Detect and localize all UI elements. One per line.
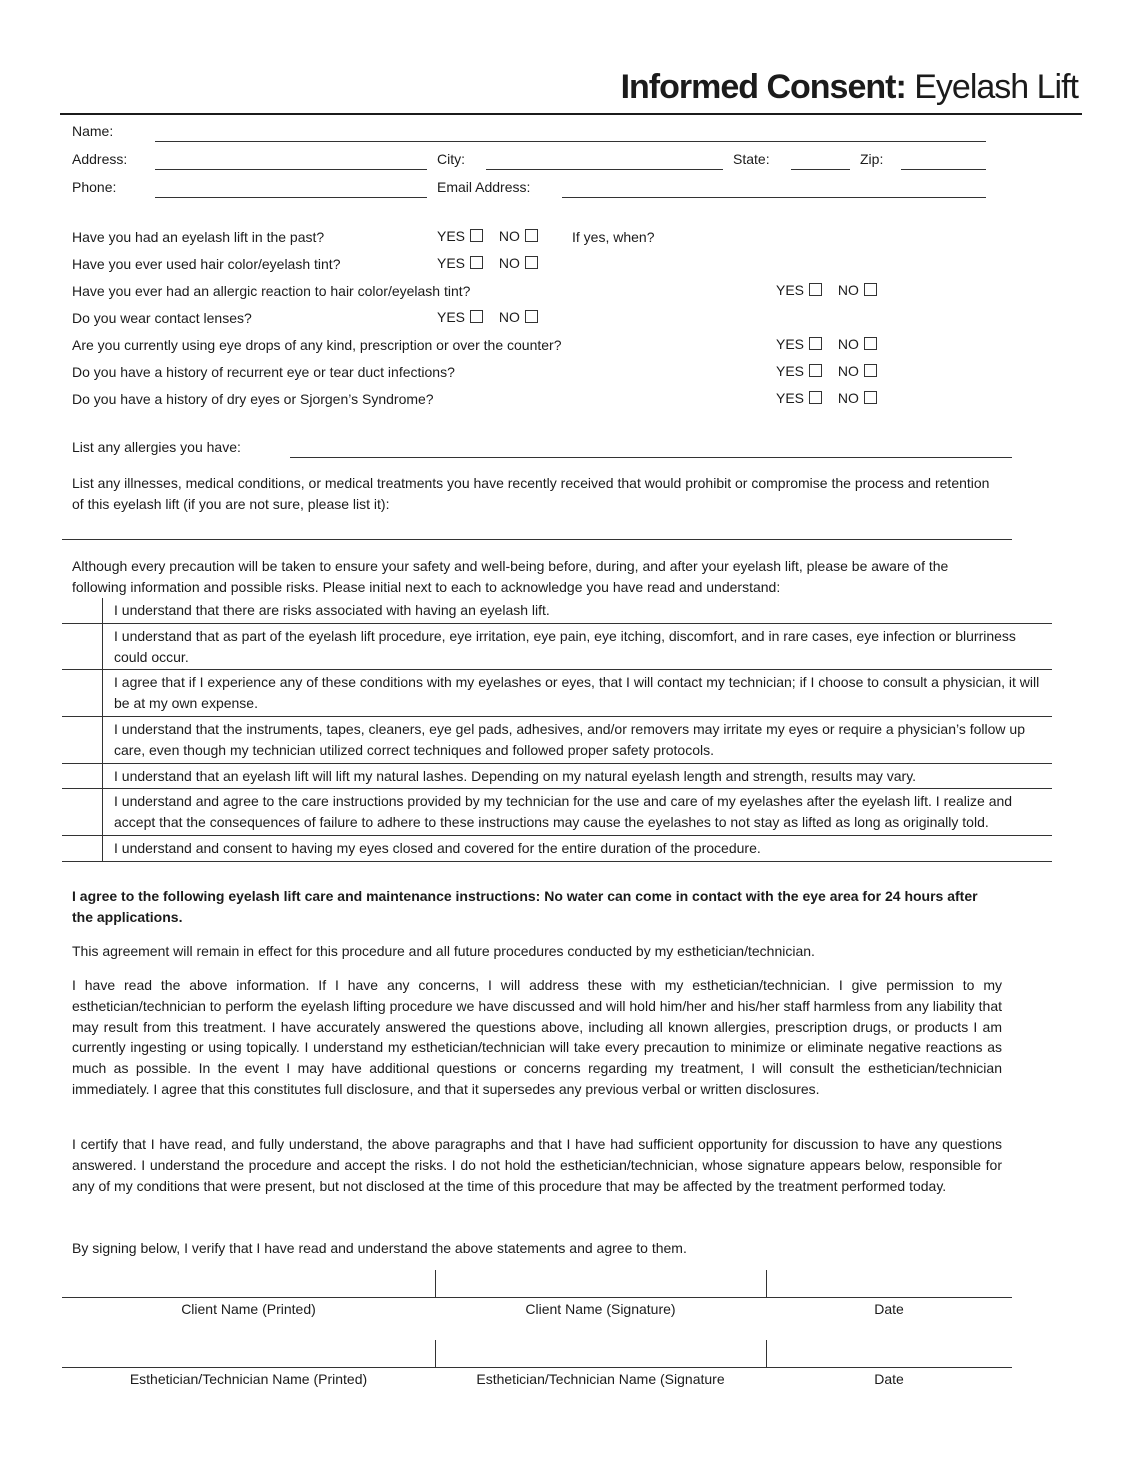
signature-divider [435, 1340, 436, 1368]
question-contact-lenses: Do you wear contact lenses? [72, 310, 252, 326]
address-field[interactable] [155, 169, 427, 170]
question-hair-color: Have you ever used hair color/eyelash tint? [72, 256, 341, 272]
no-label: NO [498, 309, 520, 325]
allergies-field[interactable] [290, 457, 1012, 458]
agreement-effect: This agreement will remain in effect for this procedure and all future procedures conducted by my esthetician/technician. [72, 943, 815, 959]
tech-signature-line[interactable] [62, 1367, 1012, 1368]
acknowledgement-text: I understand that the instruments, tapes, cleaners, eye gel pads, adhesives, and/or removers may irritate my eyes or require a physician’s follow up care, even though my technician utilized correct techniques and followed proper safety protocols. [114, 720, 1025, 758]
yes-checkbox[interactable] [470, 256, 483, 269]
q1-yes-no [437, 228, 538, 244]
no-checkbox[interactable] [864, 337, 877, 350]
q3-yes-no [776, 282, 877, 298]
illnesses-label: List any illnesses, medical conditions, or medical treatments you have recently received that would prohibit or compromise the process and retention of this eyelash lift (if you are not sure, please list it): [72, 475, 990, 512]
title-divider [60, 113, 1082, 115]
tech-signature-label: Esthetician/Technician Name (Signature [476, 1371, 725, 1387]
email-label: Email Address: [437, 179, 531, 195]
no-label: NO [498, 228, 520, 244]
acknowledgement-row [62, 670, 1052, 717]
question-dry-eyes: Do you have a history of dry eyes or Sjorgen’s Syndrome? [72, 391, 434, 407]
state-label: State: [733, 151, 770, 167]
yes-checkbox[interactable] [470, 229, 483, 242]
q5-yes-no [776, 336, 877, 352]
precaution-intro: Although every precaution will be taken to ensure your safety and well-being before, during, and after your eyelash lift, please be aware of the following information and possible risks. Please initial next to each to acknowledge you have read and understand: [72, 558, 949, 595]
acknowledgement-text: I understand that as part of the eyelash lift procedure, eye irritation, eye pain, eye itching, discomfort, and in rare cases, eye infection or blurriness could occur. [114, 627, 1016, 665]
client-signature-label: Client Name (Signature) [525, 1301, 676, 1317]
initial-box[interactable] [62, 764, 103, 789]
acknowledgement-text: I agree that if I experience any of these conditions with my eyelashes or eyes, that I will contact my technician; if I choose to consult a physician, it will be at my own expense. [114, 674, 1040, 712]
phone-label: Phone: [72, 179, 117, 195]
title-rest: Eyelash Lift [905, 68, 1078, 106]
signing-statement: By signing below, I verify that I have read and understand the above statements and agree to them. [72, 1240, 687, 1256]
acknowledgement-text: I understand and agree to the care instructions provided by my technician for the use and care of my eyelashes after the eyelash lift. I realize and accept that the consequences of failure to adhere to these instructions may cause the eyelashes to not stay as lifted as long as originally told. [114, 793, 1013, 831]
yes-label: YES [776, 336, 805, 352]
initial-box[interactable] [62, 717, 103, 763]
q7-yes-no [776, 390, 877, 406]
no-checkbox[interactable] [525, 229, 538, 242]
acknowledgement-row [62, 717, 1052, 764]
yes-checkbox[interactable] [809, 364, 822, 377]
yes-label: YES [437, 309, 466, 325]
yes-label: YES [776, 390, 805, 406]
signature-divider [766, 1340, 767, 1368]
certify-paragraph: I certify that I have read, and fully understand, the above paragraphs and that I have had sufficient opportunity for discussion to have any questions answered. I understand the procedure and accept the risks. I do not hold the esthetician/technician, whose signature appears below, responsible for any of my conditions that were present, but not disclosed at the time of this procedure that may be affected by the treatment performed today. [72, 1136, 1002, 1194]
address-label: Address: [72, 151, 128, 167]
initial-box[interactable] [62, 598, 103, 623]
client-date-label: Date [874, 1301, 904, 1317]
no-label: NO [837, 363, 859, 379]
zip-label: Zip: [860, 151, 884, 167]
page-title [621, 68, 1078, 107]
q4-yes-no [437, 309, 538, 325]
initial-box[interactable] [62, 836, 103, 861]
question-eyelash-lift-past: Have you had an eyelash lift in the past? [72, 229, 325, 245]
yes-checkbox[interactable] [809, 283, 822, 296]
tech-date-label: Date [874, 1371, 904, 1387]
yes-label: YES [776, 363, 805, 379]
phone-field[interactable] [155, 197, 427, 198]
name-field[interactable] [155, 141, 986, 142]
no-checkbox[interactable] [864, 364, 877, 377]
q6-yes-no [776, 363, 877, 379]
state-field[interactable] [791, 169, 850, 170]
acknowledgement-text: I understand that an eyelash lift will lift my natural lashes. Depending on my natural eyelash length and strength, results may vary. [114, 767, 917, 784]
yes-label: YES [437, 255, 466, 271]
signature-divider [435, 1270, 436, 1298]
initial-box[interactable] [62, 789, 103, 835]
no-checkbox[interactable] [864, 391, 877, 404]
yes-checkbox[interactable] [809, 391, 822, 404]
zip-field[interactable] [901, 169, 986, 170]
illnesses-field[interactable] [62, 539, 1012, 540]
question-allergic-reaction: Have you ever had an allergic reaction to hair color/eyelash tint? [72, 283, 471, 299]
read-paragraph: I have read the above information. If I have any concerns, I will address these with my esthetician/technician. I give permission to my esthetician/technician to perform the eyelash lifting procedure we have discussed and will hold him/her and his/her staff harmless from any liability that may result from this treatment. I have accurately answered the questions above, including all known allergies, prescription drugs, or products I am currently ingesting or using topically. I understand my esthetician/technician will take every precaution to minimize or eliminate negative reactions as much as possible. In the event I may have additional questions or concerns regarding my treatment, I will consult the esthetician/technician immediately. I agree that this constitutes full disclosure, and that it supersedes any previous verbal or written disclosures. [72, 977, 1002, 1097]
no-checkbox[interactable] [525, 256, 538, 269]
acknowledgement-text: I understand that there are risks associated with having an eyelash lift. [114, 602, 550, 618]
client-signature-line[interactable] [62, 1297, 1012, 1298]
no-checkbox[interactable] [864, 283, 877, 296]
acknowledgement-row [62, 764, 1052, 790]
email-field[interactable] [562, 197, 986, 198]
signature-divider [766, 1270, 767, 1298]
care-instructions: I agree to the following eyelash lift care and maintenance instructions: No water can come in contact with the eye area for 24 hours after the applications. [72, 888, 978, 925]
name-label: Name: [72, 123, 114, 139]
acknowledgement-table [62, 598, 1052, 862]
question-eye-drops: Are you currently using eye drops of any kind, prescription or over the counter? [72, 337, 562, 353]
yes-checkbox[interactable] [470, 310, 483, 323]
acknowledgement-row [62, 836, 1052, 862]
acknowledgement-row [62, 789, 1052, 836]
title-bold: Informed Consent: [620, 68, 906, 106]
initial-box[interactable] [62, 670, 103, 716]
acknowledgement-row [62, 624, 1052, 671]
no-checkbox[interactable] [525, 310, 538, 323]
allergies-label: List any allergies you have: [72, 439, 241, 455]
initial-box[interactable] [62, 624, 103, 670]
yes-label: YES [437, 228, 466, 244]
city-field[interactable] [486, 169, 723, 170]
question-eye-infections: Do you have a history of recurrent eye or tear duct infections? [72, 364, 455, 380]
if-yes-when-label: If yes, when? [572, 229, 655, 245]
acknowledgement-row [62, 598, 1052, 624]
client-printed-label: Client Name (Printed) [181, 1301, 316, 1317]
tech-printed-label: Esthetician/Technician Name (Printed) [129, 1371, 368, 1387]
city-label: City: [437, 151, 465, 167]
q2-yes-no [437, 255, 538, 271]
no-label: NO [837, 282, 859, 298]
no-label: NO [837, 336, 859, 352]
yes-label: YES [776, 282, 805, 298]
no-label: NO [837, 390, 859, 406]
no-label: NO [498, 255, 520, 271]
acknowledgement-text: I understand and consent to having my eyes closed and covered for the entire duration of the procedure. [114, 839, 761, 856]
yes-checkbox[interactable] [809, 337, 822, 350]
